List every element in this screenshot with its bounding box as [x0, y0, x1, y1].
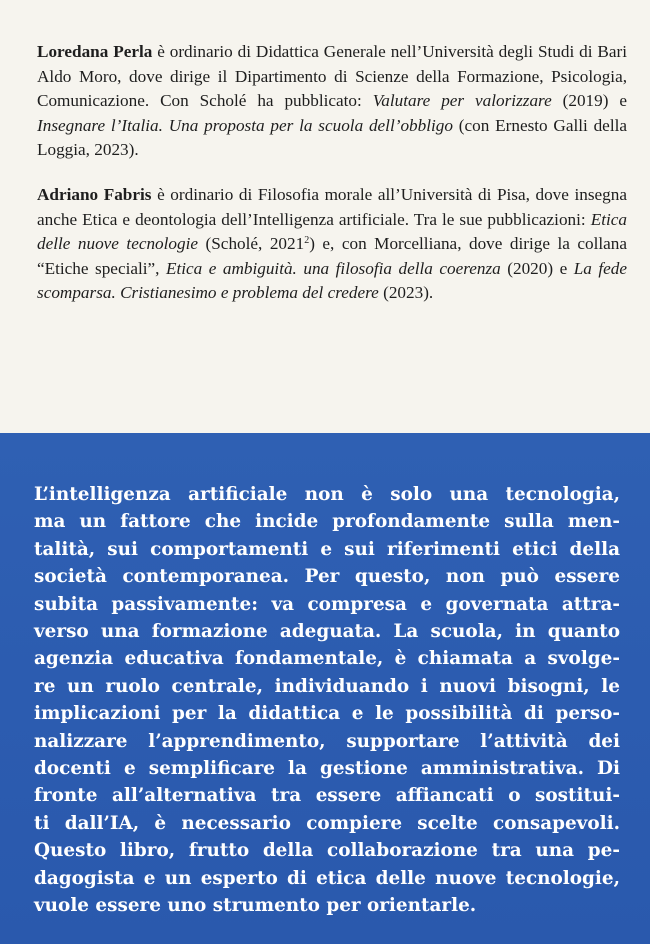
book-title: La fede scomparsa. Cristianesimo e problema del credere	[37, 258, 627, 303]
blurb-line: vuole essere uno strumento per orientarle.	[34, 895, 477, 917]
blurb-line: talità, sui comportamenti e sui riferimenti etici della	[34, 538, 620, 560]
author-bios-section	[0, 0, 650, 433]
bio-text: (con Ernesto Galli della Loggia, 2023).	[37, 115, 627, 160]
edition-superscript: 2	[304, 235, 310, 247]
book-title: Etica delle nuove tecnologie	[37, 209, 627, 254]
blurb-line: nalizzare l’apprendimento, supportare l’attività dei	[34, 730, 620, 752]
blurb-panel	[0, 433, 650, 944]
blurb-line: implicazioni per la didattica e le possibilità di perso-	[34, 703, 620, 725]
blurb-line: dagogista e un esperto di etica delle nuove tecnologie,	[34, 867, 620, 889]
blurb-line: verso una formazione adeguata. La scuola, in quanto	[34, 621, 620, 643]
blurb-line: società contemporanea. Per questo, non può essere	[34, 566, 620, 588]
book-blurb	[34, 481, 620, 920]
blurb-line: re un ruolo centrale, individuando i nuovi bisogni, le	[34, 675, 620, 697]
blurb-line: Questo libro, frutto della collaborazione tra una pe-	[34, 840, 620, 862]
bio-text: ) e, con Morcelliana, dove dirige la collana “Etiche speciali”,	[37, 234, 627, 278]
book-title: Valutare per valorizzare	[372, 91, 552, 111]
author-name: Adriano Fabris	[37, 185, 152, 204]
bio-text: (2020) e	[500, 258, 574, 278]
blurb-line: L’intelligenza artificiale non è solo una tecnologia,	[34, 484, 620, 505]
book-title: Insegnare l’Italia. Una proposta per la scuola dell’obbligo	[37, 115, 453, 135]
blurb-line: ti dall’IA, è necessario compiere scelte consapevoli.	[34, 812, 620, 834]
author-bio-fabris	[37, 183, 627, 306]
book-title: Etica e ambiguità. una filosofia della coerenza	[165, 258, 501, 278]
author-name: Loredana Perla	[37, 42, 153, 61]
blurb-line: ma un fattore che incide profondamente sulla men-	[34, 511, 620, 533]
blurb-line: agenzia educativa fondamentale, è chiamata a svolge-	[34, 648, 620, 670]
blurb-line: subita passivamente: va compresa e governata attra-	[34, 593, 620, 615]
bio-text: è ordinario di Didattica Generale nell’Università degli Studi di Bari Aldo Moro, dove dirige il Dipartimento di Scienze della Formazione, Psicologia, Comunicazione. Con Scholé ha pubblicato:	[37, 42, 627, 111]
bio-text: è ordinario di Filosofia morale all’Università di Pisa, dove insegna anche Etica e deontologia dell’Intelligenza artificiale. Tra le sue pubblicazioni:	[37, 185, 627, 229]
bio-text: (2023).	[378, 283, 434, 303]
blurb-line: fronte all’alternativa tra essere affiancati o sostitui-	[34, 785, 620, 807]
blurb-line: docenti e semplificare la gestione amministrativa. Di	[34, 758, 620, 780]
bio-text: (Scholé, 2021	[198, 234, 305, 254]
bio-text: (2019) e	[551, 91, 627, 111]
author-bio-perla	[37, 40, 627, 163]
